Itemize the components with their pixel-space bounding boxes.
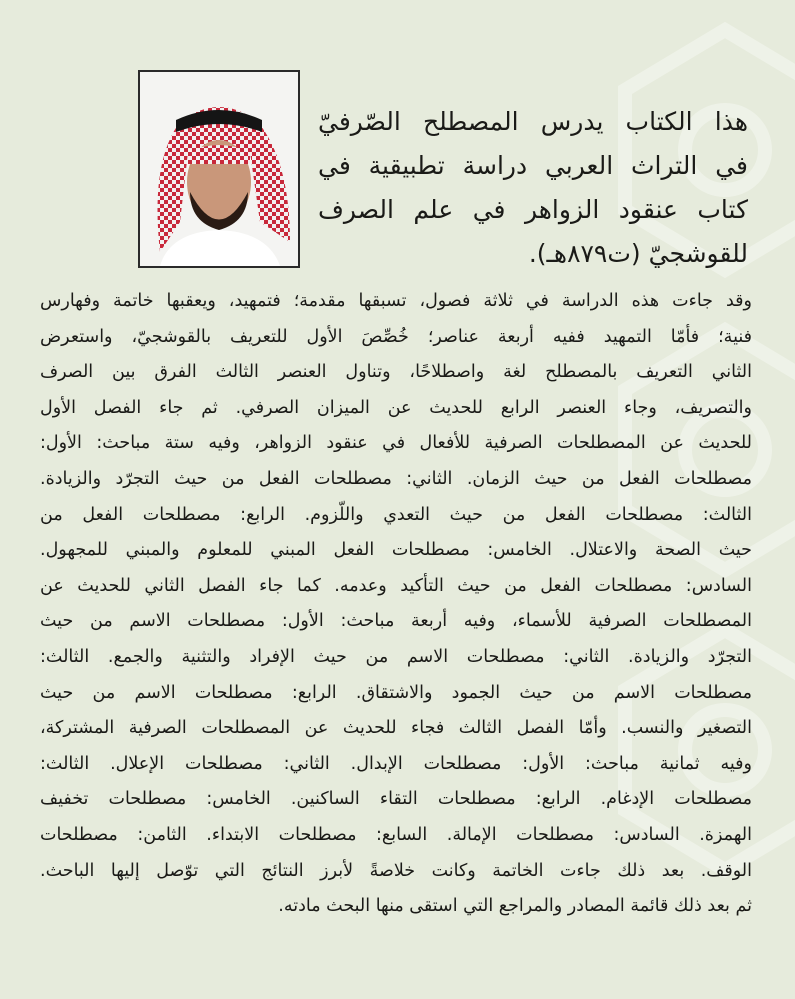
body-line: الوقف. بعد ذلك جاءت الخاتمة وكانت خلاصةً لأبرز النتائج التي توّصل إليها الباحث. (40, 860, 752, 881)
body-line: وفيه ثمانية مباحث: الأول: مصطلحات الإبدال. الثاني: مصطلحات الإعلال. الثالث: (40, 753, 752, 774)
body-line: فنية؛ فأمّا التمهيد ففيه أربعة عناصر؛ خُصِّصَ الأول للتعريف بالقوشجيّ، واستعرض (40, 326, 752, 347)
body-line: ثم بعد ذلك قائمة المصادر والمراجع التي استقى منها البحث مادته. (278, 896, 752, 917)
intro-line: في التراث العربي دراسة تطبيقية في (318, 151, 748, 180)
body-line: الهمزة. السادس: مصطلحات الإمالة. السابع: مصطلحات الابتداء. الثامن: مصطلحات (40, 824, 752, 845)
body-line: التجرّد والزيادة. الثاني: مصطلحات الاسم من حيث الإفراد والتثنية والجمع. الثالث: (40, 646, 752, 667)
body-line: والتصريف، وجاء العنصر الرابع للحديث عن الميزان الصرفي. ثم جاء الفصل الأول (40, 397, 752, 418)
author-photo (138, 70, 300, 268)
body-line: وقد جاءت هذه الدراسة في ثلاثة فصول، تسبقها مقدمة؛ فتمهيد، ويعقبها خاتمة وفهارس (40, 291, 752, 311)
body-line: حيث الصحة والاعتلال. الخامس: مصطلحات الفعل المبني للمعلوم والمبني للمجهول. (40, 540, 752, 561)
intro-text (318, 100, 748, 276)
body-line: للحديث عن المصطلحات الصرفية للأفعال في عنقود الزواهر، وفيه ستة مباحث: الأول: (40, 433, 752, 454)
body-line: المصطلحات الصرفية للأسماء، وفيه أربعة مباحث: الأول: مصطلحات الاسم من حيث (40, 611, 752, 632)
body-line: الثالث: مصطلحات الفعل من حيث التعدي واللّزوم. الرابع: مصطلحات الفعل من (40, 504, 752, 525)
intro-line: للقوشجيّ (ت٨٧٩هـ). (528, 239, 748, 268)
body-line: الثاني التعريف بالمصطلح لغة واصطلاحًا، وتناول العنصر الثالث الفرق بين الصرف (40, 362, 752, 383)
body-line: مصطلحات الإدغام. الرابع: مصطلحات التقاء الساكنين. الخامس: مصطلحات تخفيف (40, 789, 752, 810)
body-line: التصغير والنسب. وأمّا الفصل الثالث فجاء للحديث عن المصطلحات الصرفية المشتركة، (40, 718, 752, 739)
body-line: مصطلحات الاسم من حيث الجمود والاشتقاق. الرابع: مصطلحات الاسم من حيث (40, 682, 752, 703)
intro-line: هذا الكتاب يدرس المصطلح الصّرفيّ (318, 107, 748, 136)
body-line: مصطلحات الفعل من حيث الزمان. الثاني: مصطلحات الفعل من حيث التجرّد والزيادة. (40, 468, 752, 489)
body-text (40, 284, 752, 925)
author-portrait-icon (140, 72, 298, 266)
body-line: السادس: مصطلحات الفعل من حيث التأكيد وعدمه. كما جاء الفصل الثاني للحديث عن (40, 575, 752, 596)
intro-line: كتاب عنقود الزواهر في علم الصرف (318, 195, 748, 224)
